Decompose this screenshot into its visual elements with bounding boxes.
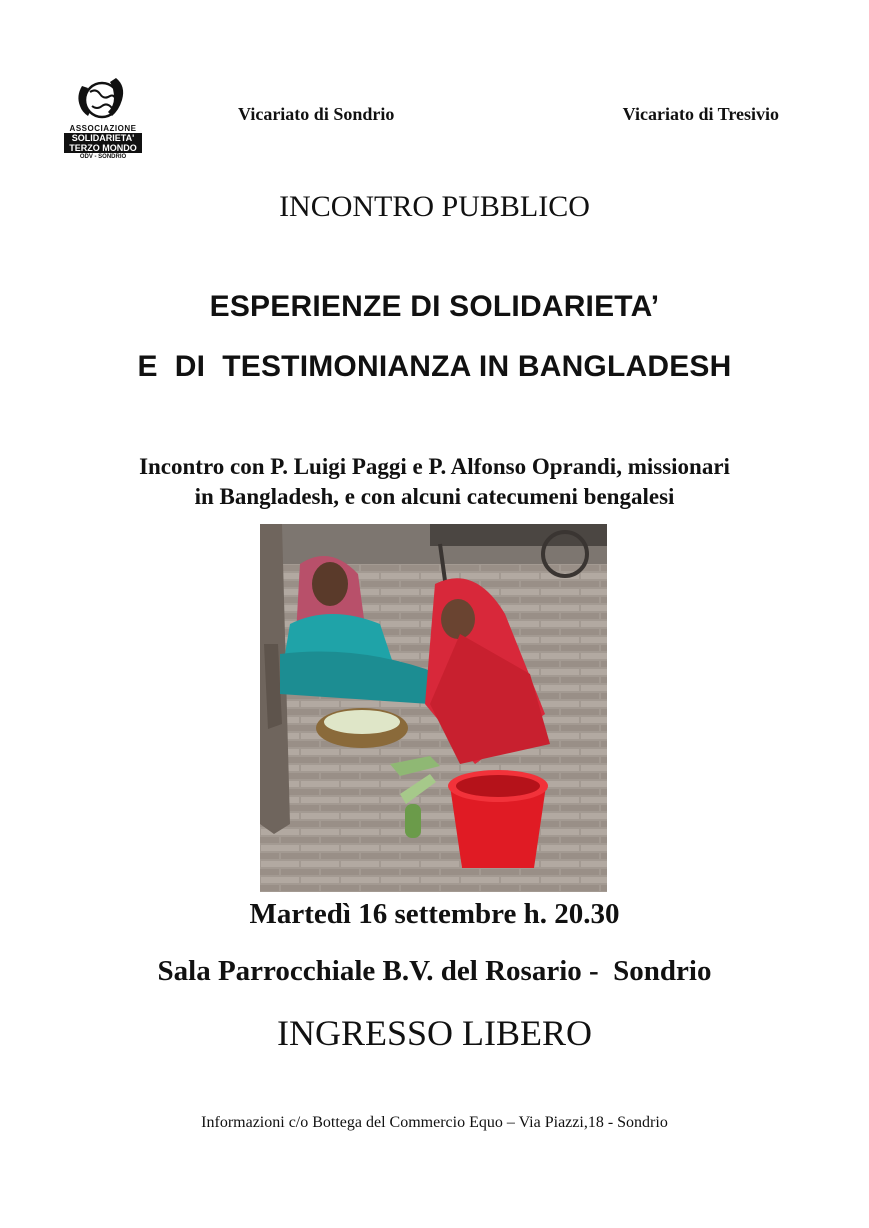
logo-text-line2: SOLIDARIETA' [64, 133, 142, 143]
logo-text-line1: ASSOCIAZIONE [69, 124, 137, 133]
logo-text-line3: TERZO MONDO [64, 143, 142, 153]
header-right: Vicariato di Tresivio [622, 104, 779, 124]
event-photo [260, 524, 607, 892]
info-footer: Informazioni c/o Bottega del Commercio Equo – Via Piazzi,18 - Sondrio [201, 1114, 668, 1131]
subtitle-line-1: Incontro con P. Luigi Paggi e P. Alfonso Oprandi, missionari [139, 454, 730, 479]
title-line-2: E DI TESTIMONIANZA IN BANGLADESH [137, 350, 732, 383]
globe-hands-icon [64, 72, 142, 124]
admission: INGRESSO LIBERO [276, 1013, 593, 1053]
subtitle [0, 452, 869, 512]
photo-illustration [260, 524, 607, 892]
event-date: Martedì 16 settembre h. 20.30 [249, 898, 620, 930]
association-logo [64, 72, 142, 162]
event-type: INCONTRO PUBBLICO [279, 190, 590, 223]
event-venue: Sala Parrocchiale B.V. del Rosario - Sondrio [157, 955, 712, 987]
title-line-1: ESPERIENZE DI SOLIDARIETA’ [209, 290, 660, 323]
header-left: Vicariato di Sondrio [238, 104, 395, 124]
logo-text-line4: ODV - SONDRIO [79, 154, 127, 160]
subtitle-line-2: in Bangladesh, e con alcuni catecumeni bengalesi [194, 484, 675, 509]
